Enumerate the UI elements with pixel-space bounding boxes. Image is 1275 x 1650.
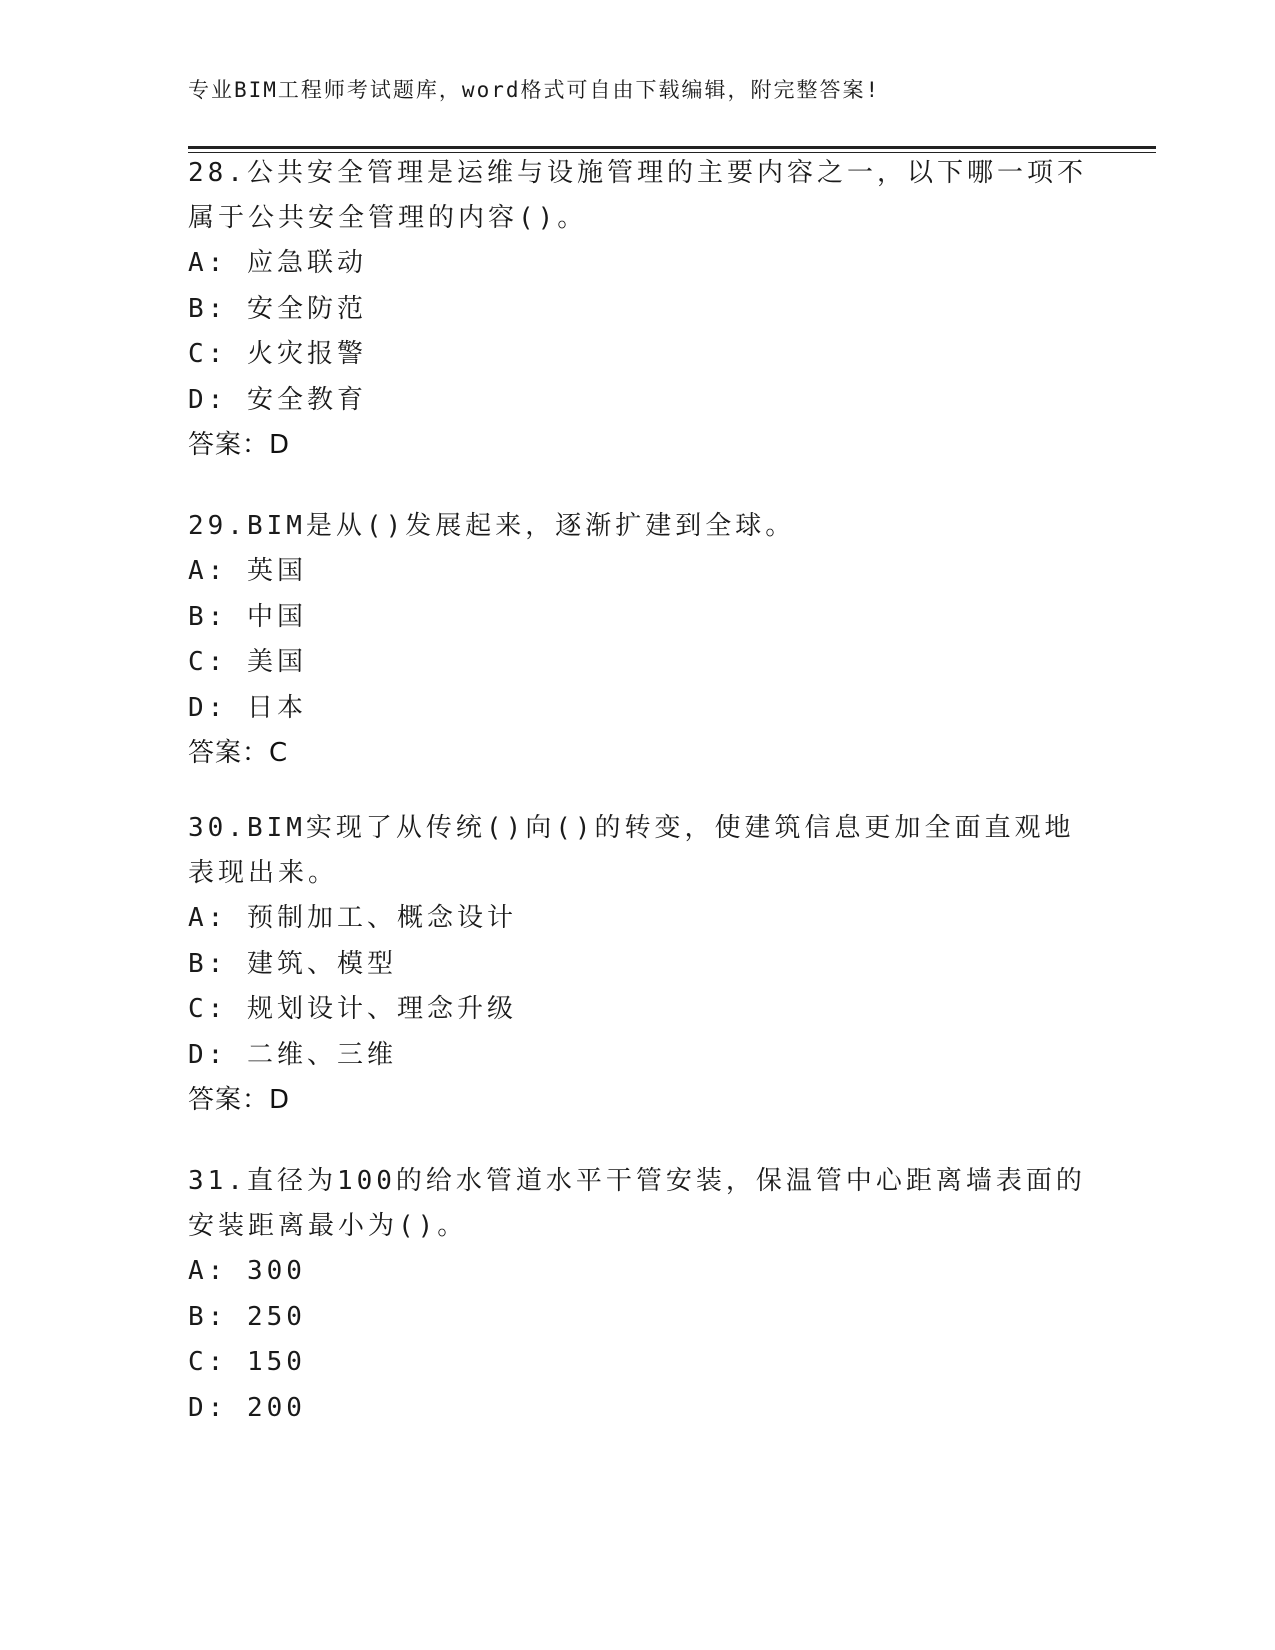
answer: 答案：D <box>188 1085 291 1115</box>
option-a: A: 预制加工、概念设计 <box>188 903 517 933</box>
option-d: D: 安全教育 <box>188 384 367 415</box>
answer: 答案：C <box>188 738 289 768</box>
option-b: B: 安全防范 <box>188 293 367 324</box>
option-c: C: 美国 <box>188 647 307 677</box>
option-c: C: 火灾报警 <box>188 339 367 369</box>
option-a: A: 英国 <box>188 556 307 586</box>
option-b: B: 中国 <box>188 601 307 632</box>
question-28 <box>188 151 1088 468</box>
option-c: C: 150 <box>188 1347 306 1377</box>
question-text: 31.直径为100的给水管道水平干管安装，保温管中心距离墙表面的安装距离最小为()。 <box>188 1166 1086 1241</box>
question-31 <box>188 1159 1088 1431</box>
question-text: 29.BIM是从()发展起来，逐渐扩建到全球。 <box>188 511 796 541</box>
document-header: 专业BIM工程师考试题库，word格式可自由下载编辑，附完整答案! <box>188 78 881 102</box>
option-d: D: 二维、三维 <box>188 1039 397 1070</box>
option-b: B: 建筑、模型 <box>188 948 397 979</box>
option-b: B: 250 <box>188 1301 306 1332</box>
question-text: 30.BIM实现了从传统()向()的转变，使建筑信息更加全面直观地表现出来。 <box>188 813 1075 888</box>
answer: 答案：D <box>188 430 291 460</box>
option-a: A: 应急联动 <box>188 248 367 278</box>
question-30 <box>188 806 1088 1123</box>
option-d: D: 日本 <box>188 692 307 723</box>
option-c: C: 规划设计、理念升级 <box>188 994 517 1024</box>
header-divider-thick <box>188 146 1156 149</box>
option-a: A: 300 <box>188 1256 306 1286</box>
option-d: D: 200 <box>188 1392 306 1423</box>
question-text: 28.公共安全管理是运维与设施管理的主要内容之一，以下哪一项不属于公共安全管理的内容()。 <box>188 158 1087 233</box>
question-29 <box>188 504 1088 776</box>
